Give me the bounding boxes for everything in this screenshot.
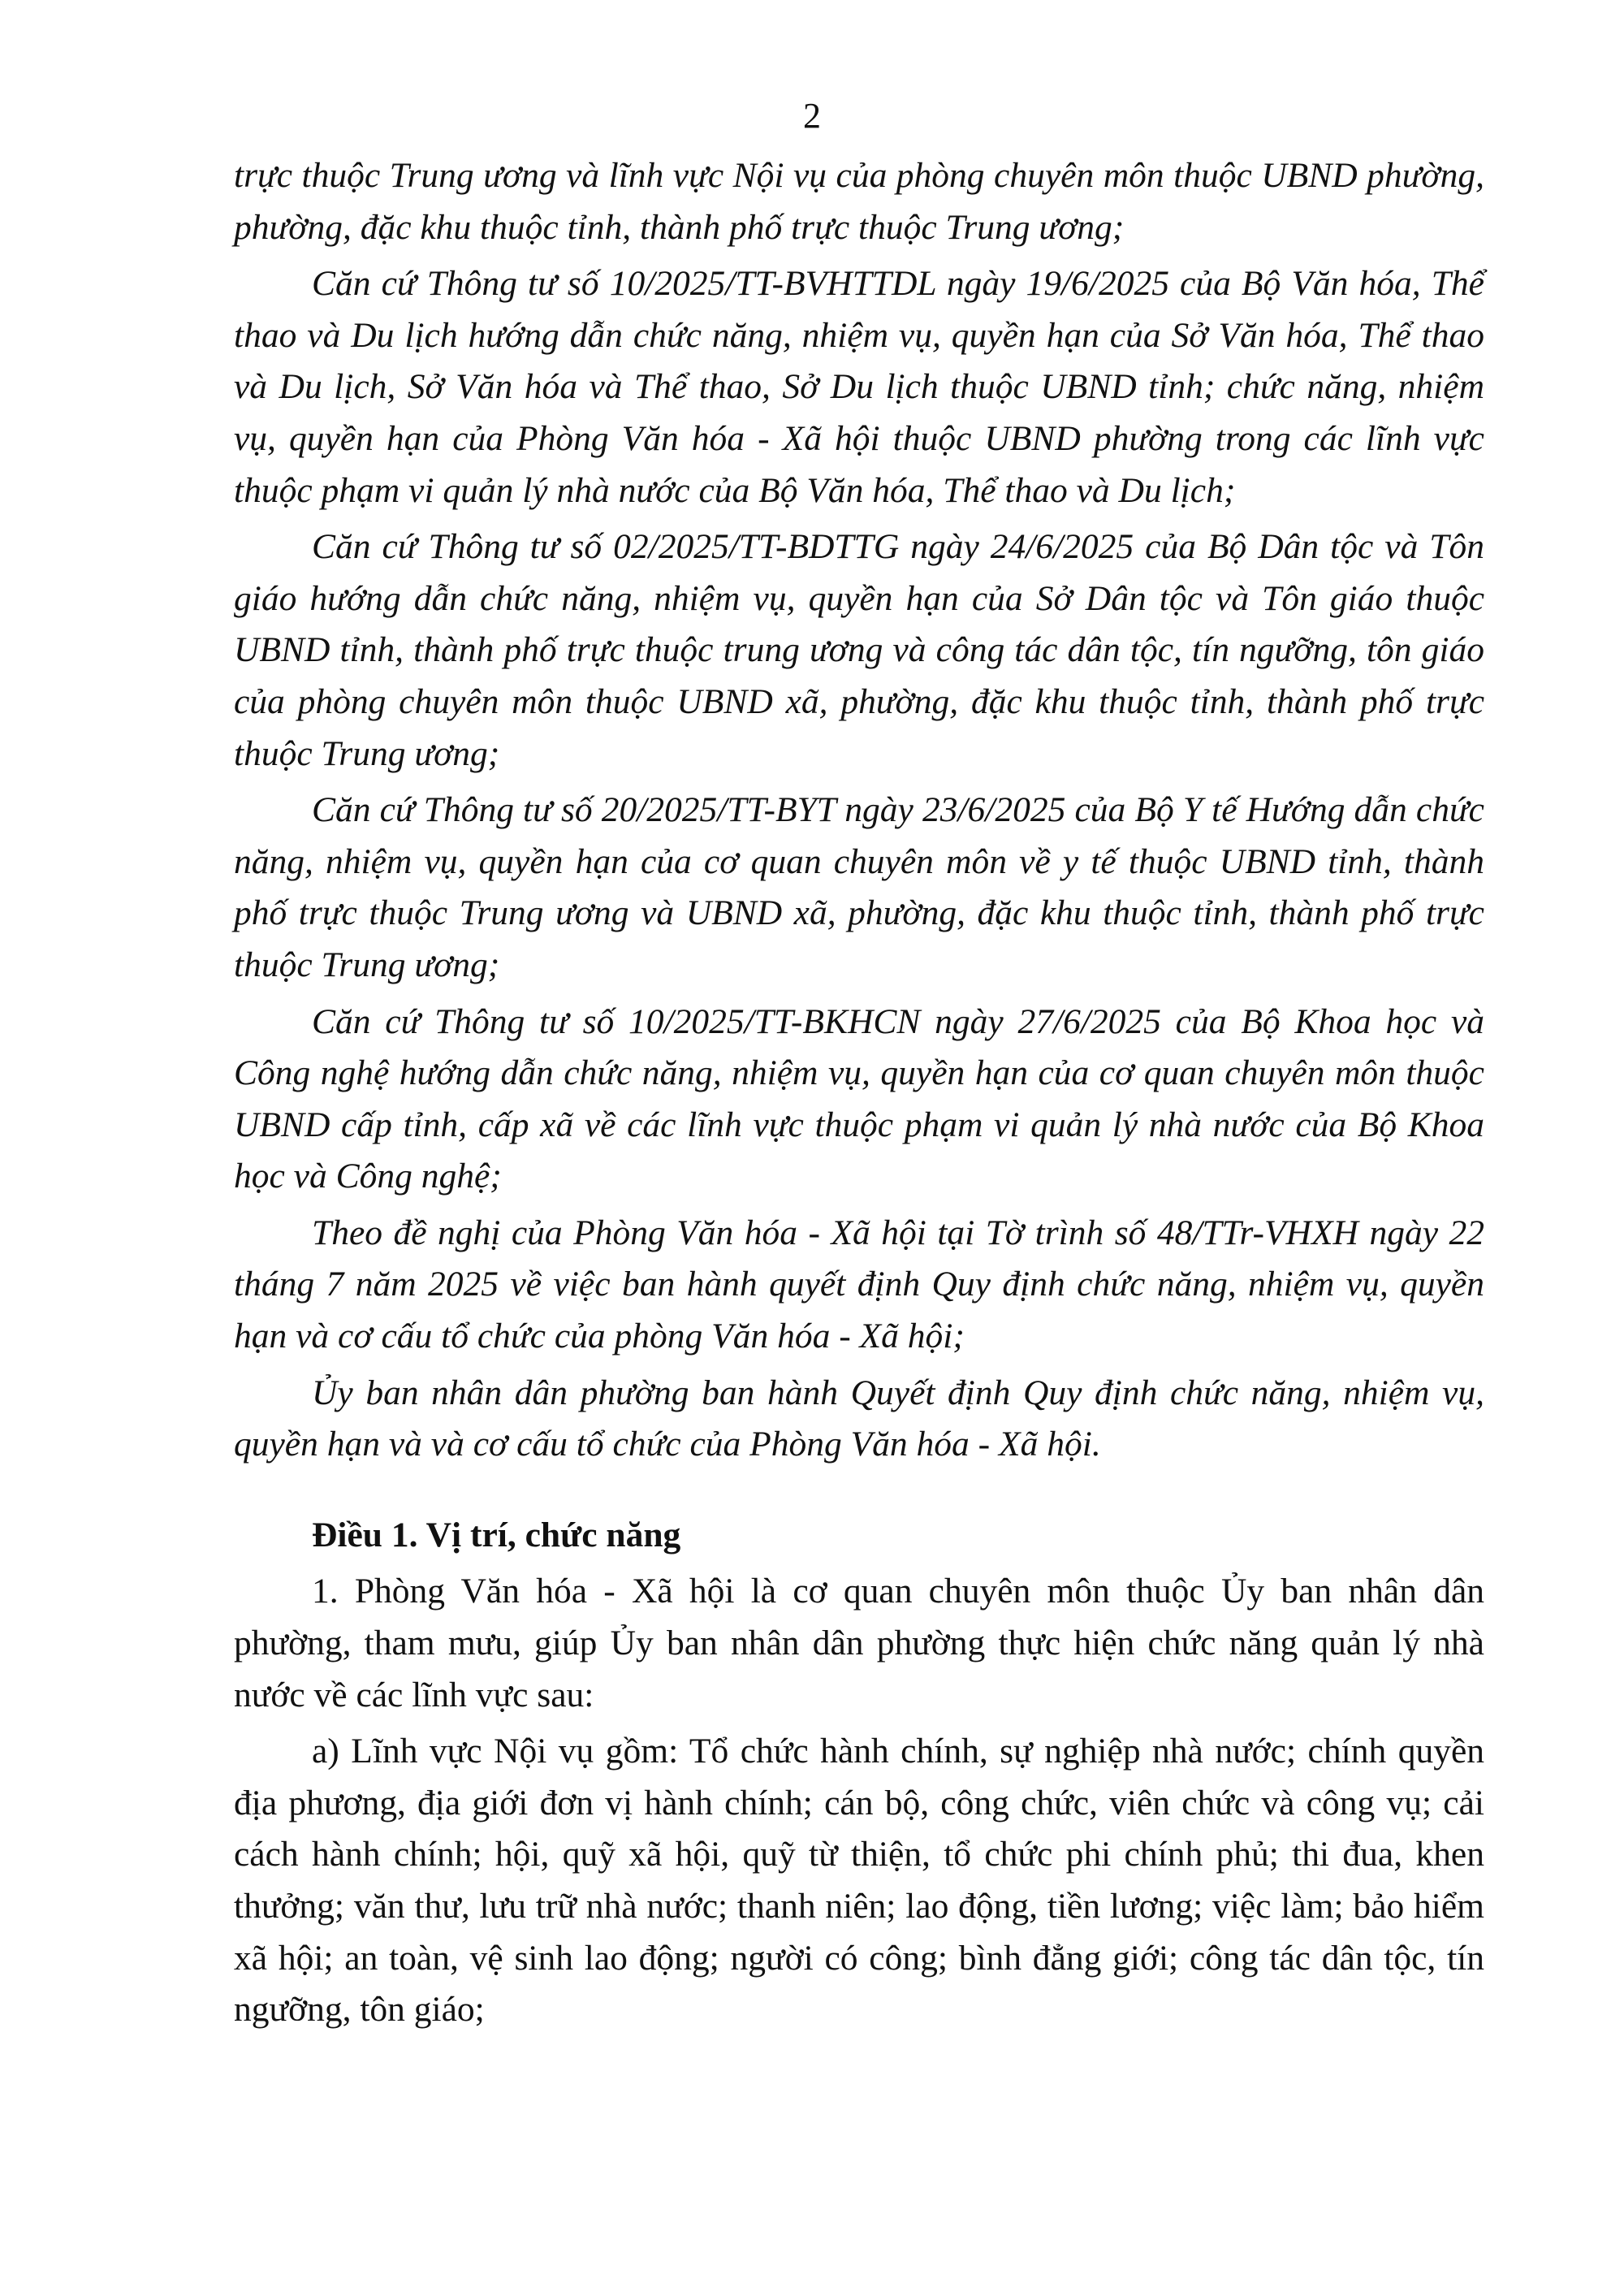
article-heading: Điều 1. Vị trí, chức năng — [312, 1515, 681, 1554]
preamble-paragraph-3: Căn cứ Thông tư số 02/2025/TT-BDTTG ngày 24/6/2025 của Bộ Dân tộc và Tôn giáo hướng dẫn chức năng, nhiệm vụ, quyền hạn của Sở Dân tộc và Tôn giáo thuộc UBND tỉnh, thành phố trực thuộc trung ương và công tác dân tộc, tín ngưỡng, tôn giáo của phòng chuyên môn thuộc UBND xã, phường, đặc khu thuộc tỉnh, thành phố trực thuộc Trung ương; — [234, 527, 1484, 773]
page-number: 2 — [803, 96, 821, 136]
article-paragraph-1: 1. Phòng Văn hóa - Xã hội là cơ quan chuyên môn thuộc Ủy ban nhân dân phường, tham mưu, giúp Ủy ban nhân dân phường thực hiện chức năng quản lý nhà nước về các lĩnh vực sau: — [234, 1572, 1484, 1714]
preamble-paragraph-2: Căn cứ Thông tư số 10/2025/TT-BVHTTDL ngày 19/6/2025 của Bộ Văn hóa, Thể thao và Du lịch hướng dẫn chức năng, nhiệm vụ, quyền hạn của Sở Văn hóa, Thể thao và Du lịch, Sở Văn hóa và Thể thao, Sở Du lịch thuộc UBND tỉnh; chức năng, nhiệm vụ, quyền hạn của Phòng Văn hóa - Xã hội thuộc UBND phường trong các lĩnh vực thuộc phạm vi quản lý nhà nước của Bộ Văn hóa, Thể thao và Du lịch; — [234, 264, 1484, 510]
preamble-paragraph-6: Theo đề nghị của Phòng Văn hóa - Xã hội tại Tờ trình số 48/TTr-VHXH ngày 22 tháng 7 năm 2025 về việc ban hành quyết định Quy định chức năng, nhiệm vụ, quyền hạn và cơ cấu tổ chức của phòng Văn hóa - Xã hội; — [234, 1213, 1484, 1356]
document-body — [234, 150, 1484, 2041]
preamble-paragraph-4: Căn cứ Thông tư số 20/2025/TT-BYT ngày 23/6/2025 của Bộ Y tế Hướng dẫn chức năng, nhiệm vụ, quyền hạn của cơ quan chuyên môn về y tế thuộc UBND tỉnh, thành phố trực thuộc Trung ương và UBND xã, phường, đặc khu thuộc tỉnh, thành phố trực thuộc Trung ương; — [234, 790, 1484, 984]
preamble-paragraph-5: Căn cứ Thông tư số 10/2025/TT-BKHCN ngày 27/6/2025 của Bộ Khoa học và Công nghệ hướng dẫn chức năng, nhiệm vụ, quyền hạn của cơ quan chuyên môn thuộc UBND cấp tỉnh, cấp xã về các lĩnh vực thuộc phạm vi quản lý nhà nước của Bộ Khoa học và Công nghệ; — [234, 1001, 1484, 1196]
preamble-paragraph-7: Ủy ban nhân dân phường ban hành Quyết định Quy định chức năng, nhiệm vụ, quyền hạn và và cơ cấu tổ chức của Phòng Văn hóa - Xã hội. — [234, 1373, 1484, 1464]
article-paragraph-2: a) Lĩnh vực Nội vụ gồm: Tổ chức hành chính, sự nghiệp nhà nước; chính quyền địa phương, địa giới đơn vị hành chính; cán bộ, công chức, viên chức và công vụ; cải cách hành chính; hội, quỹ xã hội, quỹ từ thiện, tổ chức phi chính phủ; thi đua, khen thưởng; văn thư, lưu trữ nhà nước; thanh niên; lao động, tiền lương; việc làm; bảo hiểm xã hội; an toàn, vệ sinh lao động; người có công; bình đẳng giới; công tác dân tộc, tín ngưỡng, tôn giáo; — [234, 1732, 1484, 2030]
preamble-paragraph-1: trực thuộc Trung ương và lĩnh vực Nội vụ của phòng chuyên môn thuộc UBND phường, phường, đặc khu thuộc tỉnh, thành phố trực thuộc Trung ương; — [234, 156, 1484, 247]
